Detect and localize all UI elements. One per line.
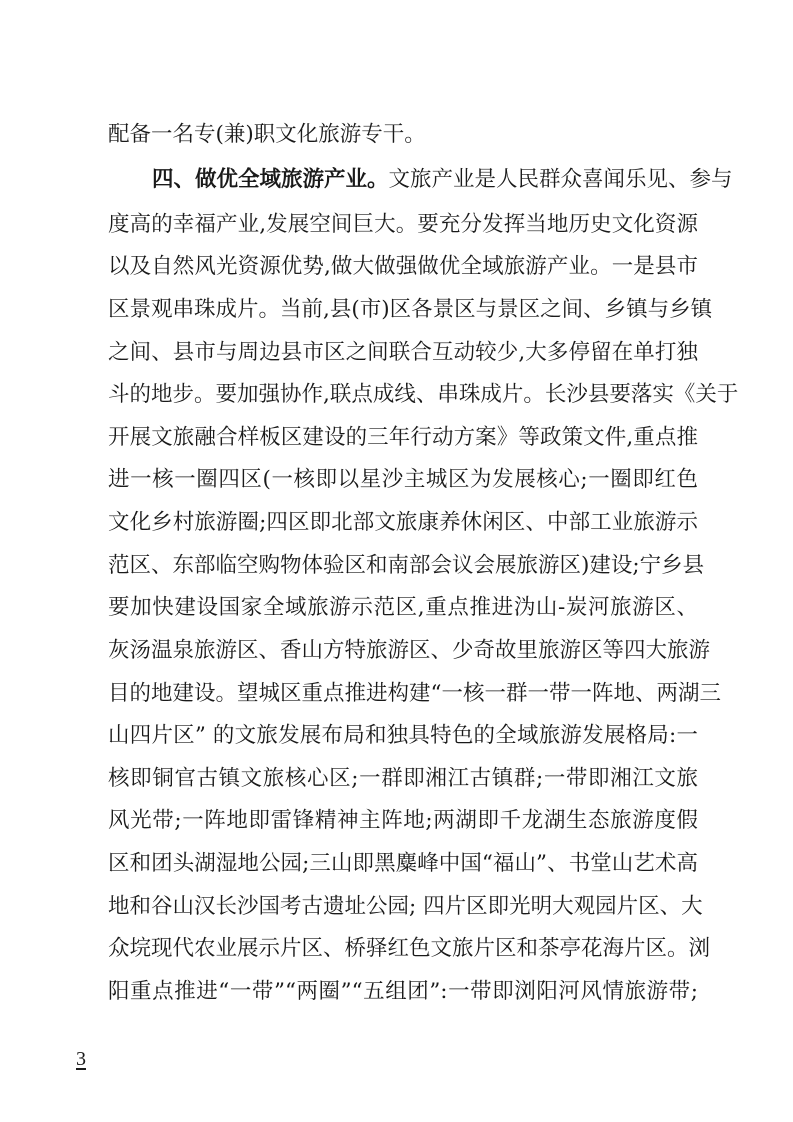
paragraph-line: 灰汤温泉旅游区、香山方特旅游区、少奇故里旅游区等四大旅游 bbox=[108, 638, 711, 663]
paragraph-line: 文化乡村旅游圈;四区即北部文旅康养休闲区、中部工业旅游示 bbox=[108, 510, 698, 535]
paragraph-line: 要加快建设国家全域旅游示范区,重点推进沩山-炭河旅游区、 bbox=[108, 595, 698, 620]
paragraph-line: 斗的地步。要加强协作,联点成线、串珠成片。长沙县要落实《关于 bbox=[108, 382, 739, 407]
paragraph-line: 之间、县市与周边县市区之间联合互动较少,大多停留在单打独 bbox=[108, 340, 698, 365]
page-number: 3 bbox=[76, 1048, 86, 1070]
paragraph-line: 目的地建设。望城区重点推进构建“一核一群一带一阵地、两湖三 bbox=[108, 681, 721, 706]
paragraph-line: 范区、东部临空购物体验区和南部会议会展旅游区)建设;宁乡县 bbox=[108, 553, 705, 578]
paragraph-line bbox=[152, 165, 733, 195]
paragraph-text: 文旅产业是人民群众喜闻乐见、参与 bbox=[388, 167, 733, 192]
paragraph-line: 进一核一圈四区(一核即以星沙主城区为发展核心;一圈即红色 bbox=[108, 467, 698, 492]
paragraph-line: 开展文旅融合样板区建设的三年行动方案》等政策文件,重点推 bbox=[108, 425, 698, 450]
paragraph-line: 地和谷山汉长沙国考古遗址公园; 四片区即光明大观园片区、大 bbox=[108, 894, 703, 919]
paragraph-line: 核即铜官古镇文旅核心区;一群即湘江古镇群;一带即湘江文旅 bbox=[108, 766, 698, 791]
paragraph-line: 风光带;一阵地即雷锋精神主阵地;两湖即千龙湖生态旅游度假 bbox=[108, 808, 698, 833]
paragraph-line: 以及自然风光资源优势,做大做强做优全域旅游产业。一是县市 bbox=[108, 254, 698, 279]
paragraph-line: 山四片区” 的文旅发展布局和独具特色的全域旅游发展格局:一 bbox=[108, 723, 698, 748]
paragraph-line: 众垸现代农业展示片区、桥驿红色文旅片区和茶亭花海片区。浏 bbox=[108, 936, 711, 961]
paragraph-line: 区景观串珠成片。当前,县(市)区各景区与景区之间、乡镇与乡镇 bbox=[108, 297, 713, 322]
paragraph-line: 度高的幸福产业,发展空间巨大。要充分发挥当地历史文化资源 bbox=[108, 212, 698, 237]
paragraph-line: 区和团头湖湿地公园;三山即黑麋峰中国“福山”、书堂山艺术高 bbox=[108, 851, 698, 876]
paragraph-line: 阳重点推进“一带”“两圈”“五组团”:一带即浏阳河风情旅游带; bbox=[108, 979, 698, 1004]
section-heading: 四、做优全域旅游产业。 bbox=[152, 167, 389, 192]
paragraph-line: 配备一名专(兼)职文化旅游专干。 bbox=[108, 122, 426, 147]
